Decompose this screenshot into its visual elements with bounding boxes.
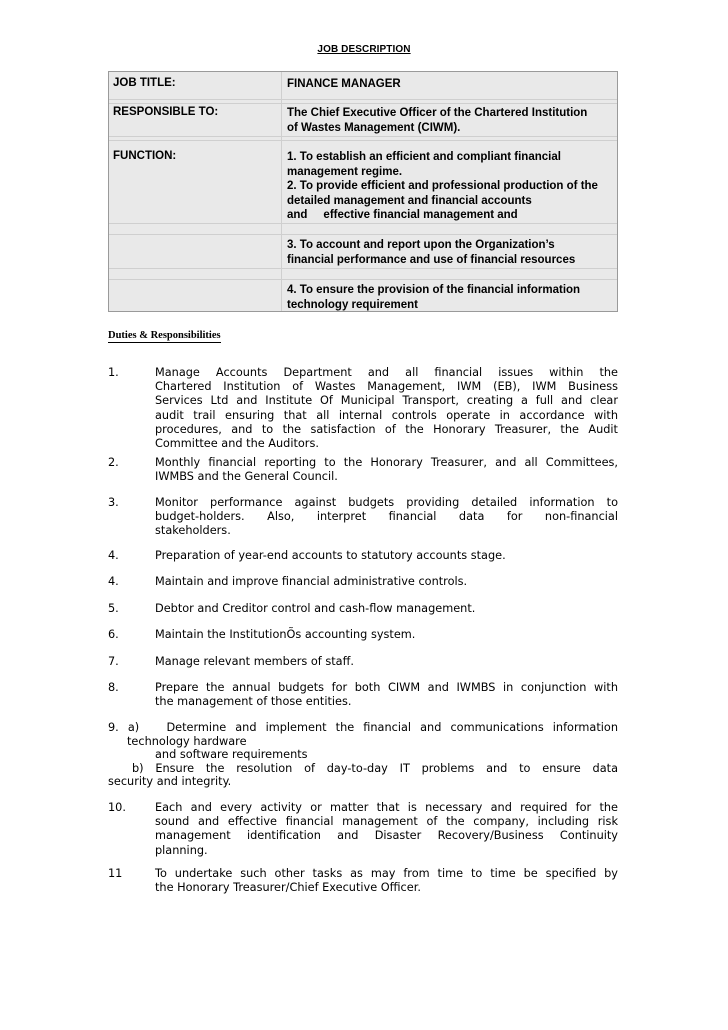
duty-line: Each and every activity or matter that is necessary and required for the (155, 801, 618, 814)
function-line: 3. To account and report upon the Organization’s (287, 239, 555, 251)
duty-text (155, 655, 618, 669)
duty-line: audit trail ensuring that all internal controls operate in accordance with (155, 408, 618, 422)
duty-line: Prepare the annual budgets for both CIWM and IWMBS in conjunction with (155, 681, 618, 694)
duty-line: To undertake such other tasks as may from time to time be specified by (155, 867, 618, 880)
duty-line: Services Ltd and Institute Of Municipal Transport, creating a full and clear (155, 394, 618, 408)
duty-text (155, 602, 618, 616)
duty-line: technology hardware (127, 734, 247, 748)
row-divider (109, 223, 617, 224)
function-line: 4. To ensure the provision of the financial information (287, 284, 581, 296)
function-line: detailed management and financial accounts (287, 194, 532, 207)
row-divider (109, 234, 617, 235)
row-divider (109, 140, 617, 141)
row-divider (109, 103, 617, 104)
duty-line: stakeholders. (155, 524, 231, 538)
duty-number: 3. (108, 496, 119, 509)
duty-line: security and integrity. (108, 775, 232, 788)
duty-number: 2. (108, 456, 119, 469)
duty-line: sound and effective financial management of the company, including risk (155, 815, 618, 829)
column-divider (281, 72, 282, 311)
duty-line: Debtor and Creditor control and cash-flow management. (155, 602, 476, 615)
row-divider (109, 279, 617, 280)
duty-text (155, 801, 618, 858)
job-title-value: FINANCE MANAGER (287, 78, 401, 90)
function-line: 2. To provide efficient and professional production of the (287, 180, 598, 192)
duty-line: Chartered Institution of Wastes Management, IWM (EB), IWM Business (155, 380, 618, 394)
row-divider (109, 268, 617, 269)
function-block-2 (287, 238, 575, 267)
duty-text (155, 456, 618, 484)
duty-text (155, 628, 618, 642)
duty-number: 10. (108, 801, 126, 814)
duty-number: 6. (108, 628, 119, 641)
duty-line: Manage relevant members of staff. (155, 655, 354, 668)
duty-line: budget-holders. Also, interpret financial data for non-financial (155, 510, 618, 524)
duty-line: planning. (155, 843, 208, 857)
duty-line: the Honorary Treasurer/Chief Executive Officer. (155, 881, 421, 895)
duty-line: Committee and the Auditors. (155, 437, 319, 451)
duty-line: Maintain the InstitutionÕs accounting system. (155, 628, 416, 641)
page-title: JOB DESCRIPTION (317, 44, 411, 55)
duty-line: b) Ensure the resolution of day-to-day IT problems and to ensure data (132, 761, 618, 775)
function-line: 1. To establish an efficient and compliant financial (287, 151, 561, 163)
responsible-to-line: The Chief Executive Officer of the Chartered Institution (287, 107, 588, 119)
duty-number: 1. (108, 366, 119, 379)
function-line: financial performance and use of financial resources (287, 253, 576, 266)
function-line: technology requirement (287, 298, 418, 311)
duty-number: 11 (108, 867, 123, 880)
responsible-to-label: RESPONSIBLE TO: (113, 106, 219, 118)
duty-text (155, 575, 618, 589)
job-info-table (108, 71, 618, 312)
duty-line: Monthly financial reporting to the Honorary Treasurer, and all Committees, (155, 456, 618, 469)
duty-line: and software requirements (155, 748, 308, 761)
duty-line: the management of those entities. (155, 695, 352, 709)
duty-line: Monitor performance against budgets providing detailed information to (155, 496, 618, 509)
responsible-to-line: of Wastes Management (CIWM). (287, 121, 461, 134)
function-line: management regime. (287, 165, 403, 178)
responsible-to-value (287, 106, 587, 135)
function-block-3 (287, 283, 580, 312)
duty-number: 8. (108, 681, 119, 694)
duty-text (155, 366, 618, 451)
duty-text (155, 867, 618, 895)
duty-line: 9. a) Determine and implement the financial and communications information (108, 721, 618, 734)
duty-line: procedures, and to the satisfaction of the Honorary Treasurer, the Audit (155, 422, 618, 436)
duty-line: Manage Accounts Department and all financial issues within the (155, 366, 618, 379)
row-divider (109, 99, 617, 100)
function-block-1 (287, 150, 598, 223)
duty-text (155, 681, 618, 709)
duty-number: 4. (108, 575, 119, 588)
duty-number: 4. (108, 549, 119, 562)
duty-line: management identification and Disaster Recovery/Business Continuity (155, 829, 618, 843)
job-title-label: JOB TITLE: (113, 77, 176, 89)
duty-text (155, 549, 618, 563)
duty-line: Preparation of year-end accounts to statutory accounts stage. (155, 549, 506, 562)
duties-heading: Duties & Responsibilities (108, 330, 221, 341)
duty-item-9 (108, 721, 618, 791)
duty-number: 7. (108, 655, 119, 668)
function-label: FUNCTION: (113, 150, 177, 162)
duty-line: IWMBS and the General Council. (155, 470, 338, 484)
function-line: and effective financial management and (287, 209, 518, 221)
duty-text (155, 496, 618, 539)
row-divider (109, 136, 617, 137)
duty-line: Maintain and improve financial administrative controls. (155, 575, 468, 588)
duty-number: 5. (108, 602, 119, 615)
